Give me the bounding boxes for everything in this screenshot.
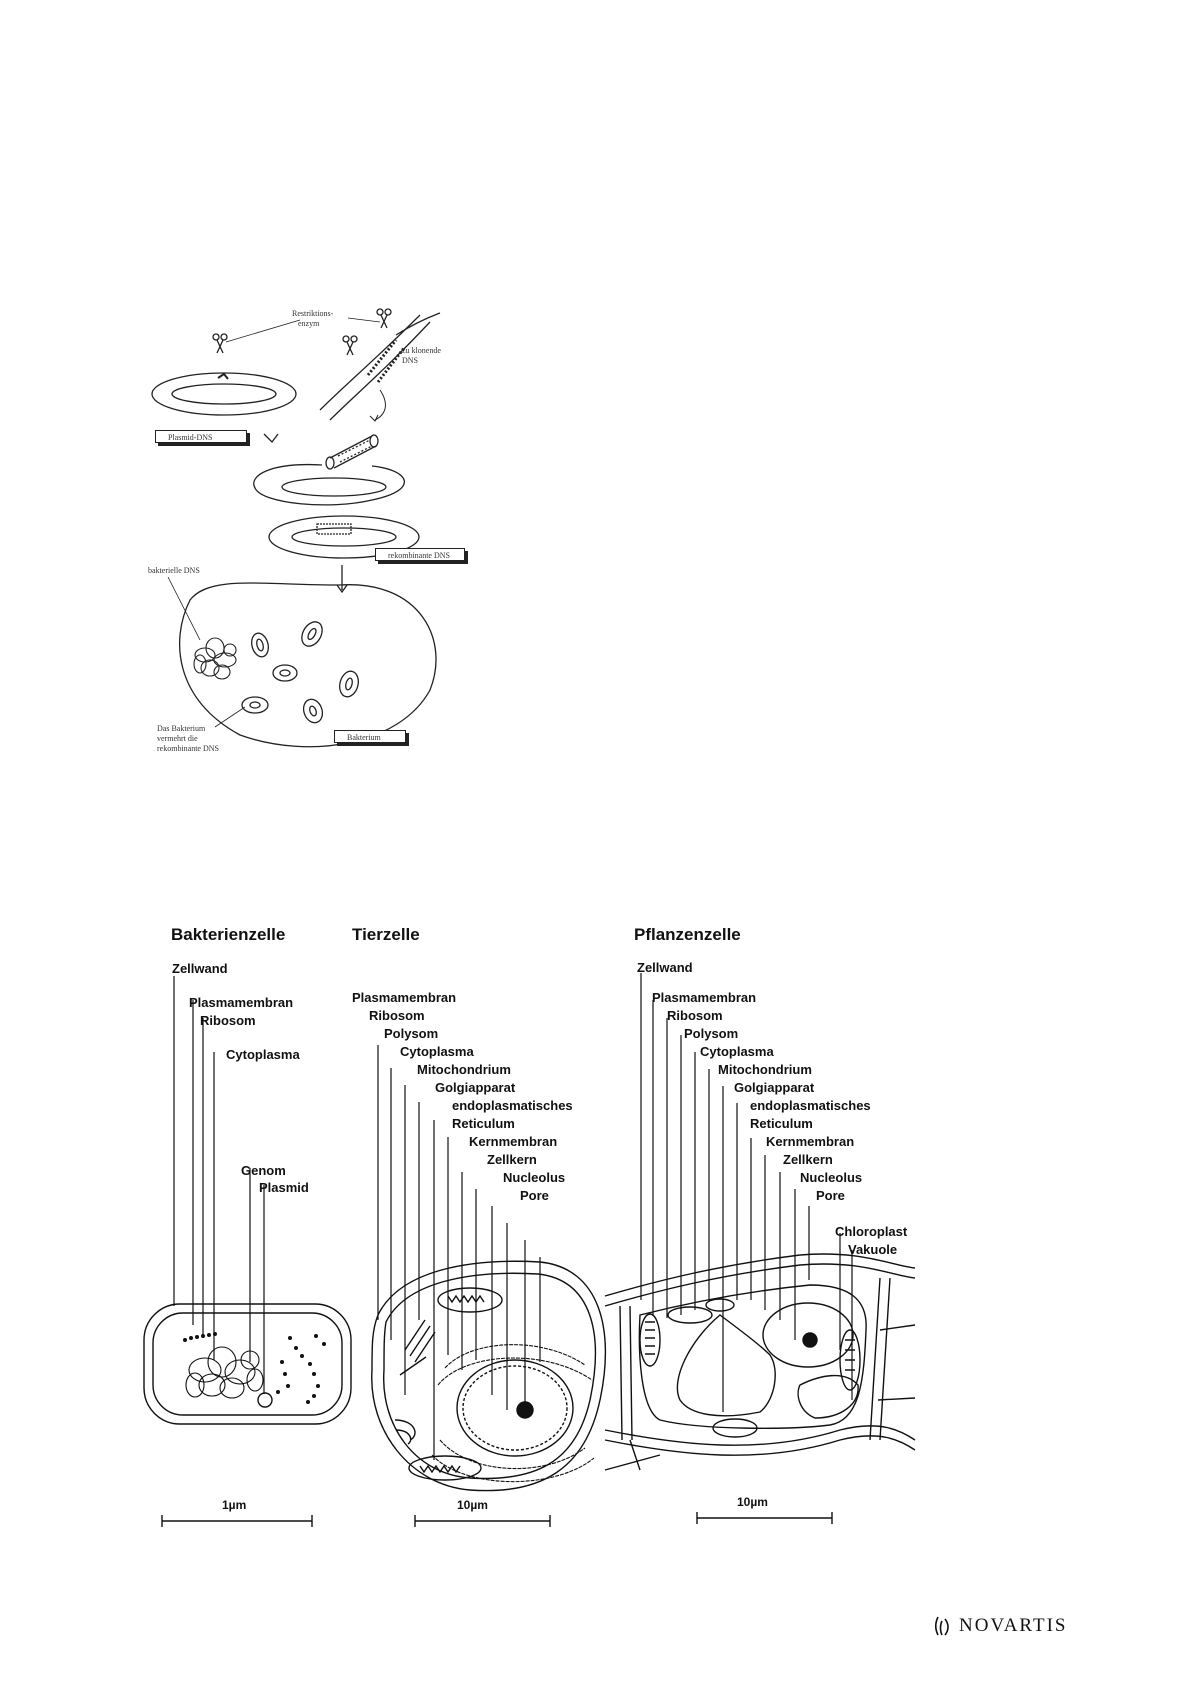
animal-cell-membrane xyxy=(372,1261,606,1490)
bacterial-cell-title: Bakterienzelle xyxy=(171,925,286,944)
bacterial-label-plasmid: Plasmid xyxy=(259,1180,309,1195)
animal-cell-title: Tierzelle xyxy=(352,925,420,944)
bacterial-genome-drawing xyxy=(186,1347,263,1398)
animal-label-er-1: endoplasmatisches xyxy=(452,1098,573,1113)
plant-label-mitochondrion: Mitochondrium xyxy=(718,1062,812,1077)
plant-nucleolus xyxy=(803,1333,817,1347)
dna-to-clone-label: zu klonende DNS xyxy=(402,346,441,365)
bacterial-cell-wall xyxy=(144,1304,351,1424)
plant-label-chloroplast: Chloroplast xyxy=(835,1224,908,1239)
bacterial-label-cytoplasm: Cytoplasma xyxy=(226,1047,300,1062)
plant-label-ribosome: Ribosom xyxy=(667,1008,723,1023)
plant-label-pore: Pore xyxy=(816,1188,845,1203)
animal-label-mitochondrion: Mitochondrium xyxy=(417,1062,511,1077)
plant-label-cell-wall: Zellwand xyxy=(637,960,693,975)
animal-label-ribosome: Ribosom xyxy=(369,1008,425,1023)
recombinant-dna-label: rekombinante DNS xyxy=(375,548,465,561)
plant-scale-label: 10µm xyxy=(737,1495,768,1509)
plant-cell-title: Pflanzenzelle xyxy=(634,925,741,944)
plant-label-nucleolus: Nucleolus xyxy=(800,1170,863,1185)
plant-label-nucleus: Zellkern xyxy=(783,1152,833,1167)
plant-label-vacuole: Vakuole xyxy=(848,1242,898,1257)
bacterium-label: Bakterium xyxy=(334,730,406,743)
animal-label-cytoplasm: Cytoplasma xyxy=(400,1044,474,1059)
novartis-logo xyxy=(933,1615,1067,1637)
bacterial-label-ribosome: Ribosom xyxy=(200,1013,256,1028)
plant-vacuole xyxy=(677,1315,775,1416)
animal-scale-label: 10µm xyxy=(457,1498,488,1512)
bacterial-scale-label: 1µm xyxy=(222,1498,247,1512)
novartis-flame-icon xyxy=(933,1615,951,1637)
plant-label-golgi: Golgiapparat xyxy=(734,1080,815,1095)
animal-label-nucleus: Zellkern xyxy=(487,1152,537,1167)
animal-label-pore: Pore xyxy=(520,1188,549,1203)
plant-label-er-1: endoplasmatisches xyxy=(750,1098,871,1113)
animal-label-nuclear-membrane: Kernmembran xyxy=(469,1134,558,1149)
restriction-enzyme-label: Restriktions- enzym xyxy=(292,309,334,328)
bacterial-plasmid-drawing xyxy=(258,1393,272,1407)
animal-nucleolus xyxy=(517,1402,533,1418)
bacterial-cell-membrane xyxy=(153,1313,342,1415)
animal-label-plasma-membrane: Plasmamembran xyxy=(352,990,457,1005)
animal-label-golgi: Golgiapparat xyxy=(435,1080,516,1095)
plant-label-nuclear-membrane: Kernmembran xyxy=(766,1134,855,1149)
animal-label-polysome: Polysom xyxy=(384,1026,439,1041)
plant-scale-bar xyxy=(697,1512,832,1524)
plant-cell-walls xyxy=(605,1254,915,1470)
plant-label-cytoplasm: Cytoplasma xyxy=(700,1044,774,1059)
plant-label-er-2: Reticulum xyxy=(750,1116,813,1131)
bacterium-multiplies-label: Das Bakterium vermehrt die rekombinante DNS xyxy=(157,724,219,753)
animal-label-er-2: Reticulum xyxy=(452,1116,515,1131)
bacterial-dna-label: bakterielle DNS xyxy=(148,566,200,575)
bacterial-scale-bar xyxy=(162,1515,312,1527)
brand-name: NOVARTIS xyxy=(959,1615,1068,1636)
plant-label-polysome: Polysom xyxy=(684,1026,739,1041)
animal-nucleus xyxy=(457,1360,573,1456)
bacterial-label-plasma-membrane: Plasmamembran xyxy=(189,995,294,1010)
bacterial-label-genome: Genom xyxy=(241,1163,286,1178)
animal-scale-bar xyxy=(415,1515,550,1527)
plasmid-dna-label: Plasmid-DNS xyxy=(155,430,247,443)
animal-label-nucleolus: Nucleolus xyxy=(503,1170,566,1185)
plant-label-plasma-membrane: Plasmamembran xyxy=(652,990,757,1005)
bacterial-label-cell-wall: Zellwand xyxy=(172,961,228,976)
